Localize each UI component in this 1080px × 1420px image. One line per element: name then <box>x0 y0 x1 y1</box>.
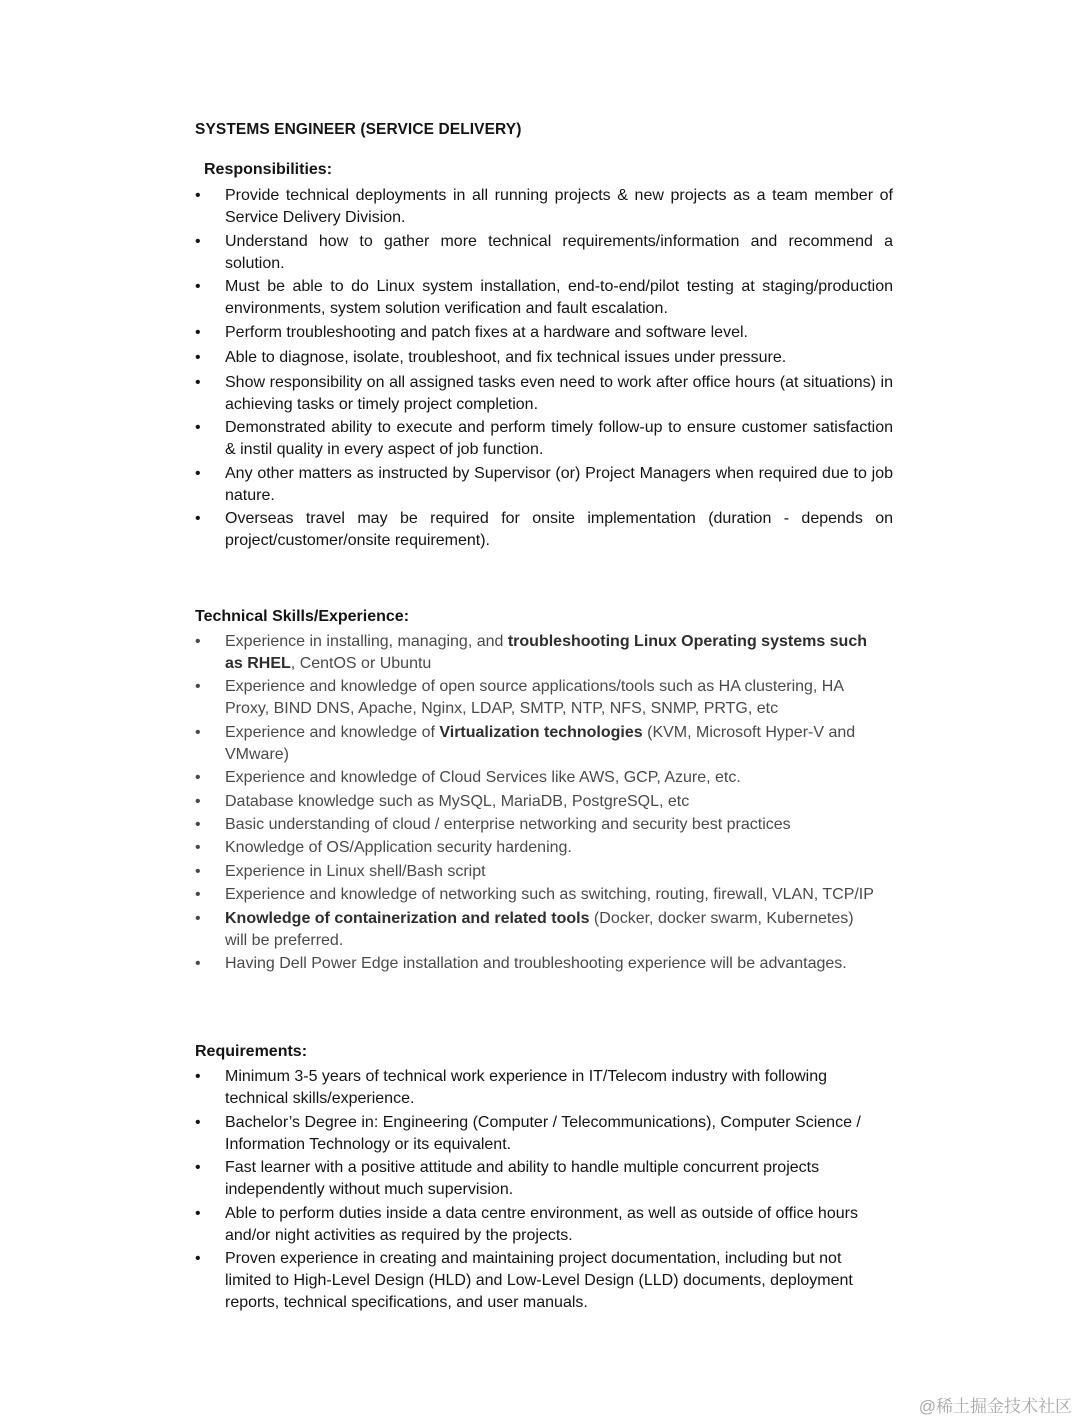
list-item: • Experience in installing, managing, and troubleshooting Linux Operating systems such as RHEL, CentOS or Ubuntu <box>195 633 867 672</box>
list-item: • Knowledge of containerization and related tools (Docker, docker swarm, Kubernetes) will be preferred. <box>195 909 854 949</box>
list-item: • Perform troubleshooting and patch fixes at a hardware and software level. <box>195 322 893 344</box>
bullet-icon: • <box>195 373 201 391</box>
requirements-list <box>195 1066 885 1316</box>
bullet-icon: • <box>195 839 201 857</box>
technical-skills-heading: Technical Skills/Experience: <box>195 608 410 625</box>
list-item: • Demonstrated ability to execute and perform timely follow-up to ensure customer satisfaction & instil quality in every aspect of job function. <box>195 419 893 458</box>
bullet-icon: • <box>195 1113 201 1131</box>
list-item: • Bachelor’s Degree in: Engineering (Computer / Telecommunications), Computer Science / Information Technology or its equivalent. <box>195 1113 861 1153</box>
bullet-icon: • <box>195 909 201 927</box>
bullet-icon: • <box>195 633 201 650</box>
list-item: • Proven experience in creating and maintaining project documentation, including but not limited to High-Level Design (HLD) and Low-Level Design (LLD) documents, deployment reports, technical specifications, and user manuals. <box>195 1250 853 1311</box>
requirements-heading: Requirements: <box>195 1043 308 1060</box>
responsibilities-list <box>195 185 893 554</box>
list-item: • Must be able to do Linux system installation, end-to-end/pilot testing at staging/production environments, system solution verification and fault escalation. <box>195 278 893 317</box>
bullet-icon: • <box>195 187 201 204</box>
list-item: • Show responsibility on all assigned tasks even need to work after office hours (at situations) in achieving tasks or timely project completion. <box>195 373 893 413</box>
bullet-icon: • <box>195 278 201 295</box>
bullet-icon: • <box>195 1159 201 1176</box>
list-item: • Provide technical deployments in all running projects & new projects as a team member of Service Delivery Division. <box>195 187 893 226</box>
bullet-icon: • <box>195 723 201 741</box>
list-item: • Able to diagnose, isolate, troubleshoot, and fix technical issues under pressure. <box>195 347 893 369</box>
bullet-icon: • <box>195 419 201 436</box>
list-item: • Experience and knowledge of open source applications/tools such as HA clustering, HA Proxy, BIND DNS, Apache, Nginx, LDAP, SMTP, NTP, NFS, SNMP, PRTG, etc <box>195 678 844 718</box>
bullet-icon: • <box>195 954 201 972</box>
bullet-icon: • <box>195 769 201 787</box>
list-item: • Understand how to gather more technical requirements/information and recommend a solution. <box>195 232 893 272</box>
bullet-icon: • <box>195 815 201 833</box>
bullet-icon: • <box>195 232 201 250</box>
list-item: • Minimum 3-5 years of technical work experience in IT/Telecom industry with following technical skills/experience. <box>195 1068 828 1107</box>
bullet-icon: • <box>195 1250 201 1267</box>
list-item: • Fast learner with a positive attitude and ability to handle multiple concurrent projects independently without much supervision. <box>195 1159 820 1198</box>
bullet-icon: • <box>195 678 201 696</box>
list-item: • Database knowledge such as MySQL, MariaDB, PostgreSQL, etc <box>195 791 880 813</box>
list-item: • Knowledge of OS/Application security hardening. <box>195 837 880 859</box>
list-item: • Basic understanding of cloud / enterprise networking and security best practices <box>195 814 880 836</box>
bullet-icon: • <box>195 1068 201 1085</box>
list-item: • Having Dell Power Edge installation and troubleshooting experience will be advantages. <box>195 953 880 975</box>
bullet-icon: • <box>195 792 201 810</box>
bullet-icon: • <box>195 862 201 880</box>
bullet-icon: • <box>195 464 201 482</box>
responsibilities-heading: Responsibilities: <box>204 161 333 178</box>
watermark: @稀土掘金技术社区 <box>918 1397 1072 1416</box>
list-item: • Any other matters as instructed by Supervisor (or) Project Managers when required due to job nature. <box>195 464 893 504</box>
job-title: SYSTEMS ENGINEER (SERVICE DELIVERY) <box>195 121 522 138</box>
bullet-icon: • <box>195 348 201 366</box>
bullet-icon: • <box>195 1204 201 1222</box>
list-item: • Experience and knowledge of networking such as switching, routing, firewall, VLAN, TCP/IP <box>195 884 880 906</box>
list-item: • Experience in Linux shell/Bash script <box>195 861 880 883</box>
list-item: • Able to perform duties inside a data centre environment, as well as outside of office hours and/or night activities as required by the projects. <box>195 1204 858 1244</box>
bullet-icon: • <box>195 886 201 904</box>
list-item: • Experience and knowledge of Cloud Services like AWS, GCP, Azure, etc. <box>195 767 880 789</box>
bullet-icon: • <box>195 323 201 341</box>
technical-skills-list <box>195 631 880 976</box>
bullet-icon: • <box>195 510 201 527</box>
list-item: • Experience and knowledge of Virtualization technologies (KVM, Microsoft Hyper-V and VMware) <box>195 723 856 763</box>
list-item: • Overseas travel may be required for onsite implementation (duration - depends on project/customer/onsite requirement). <box>195 510 893 549</box>
